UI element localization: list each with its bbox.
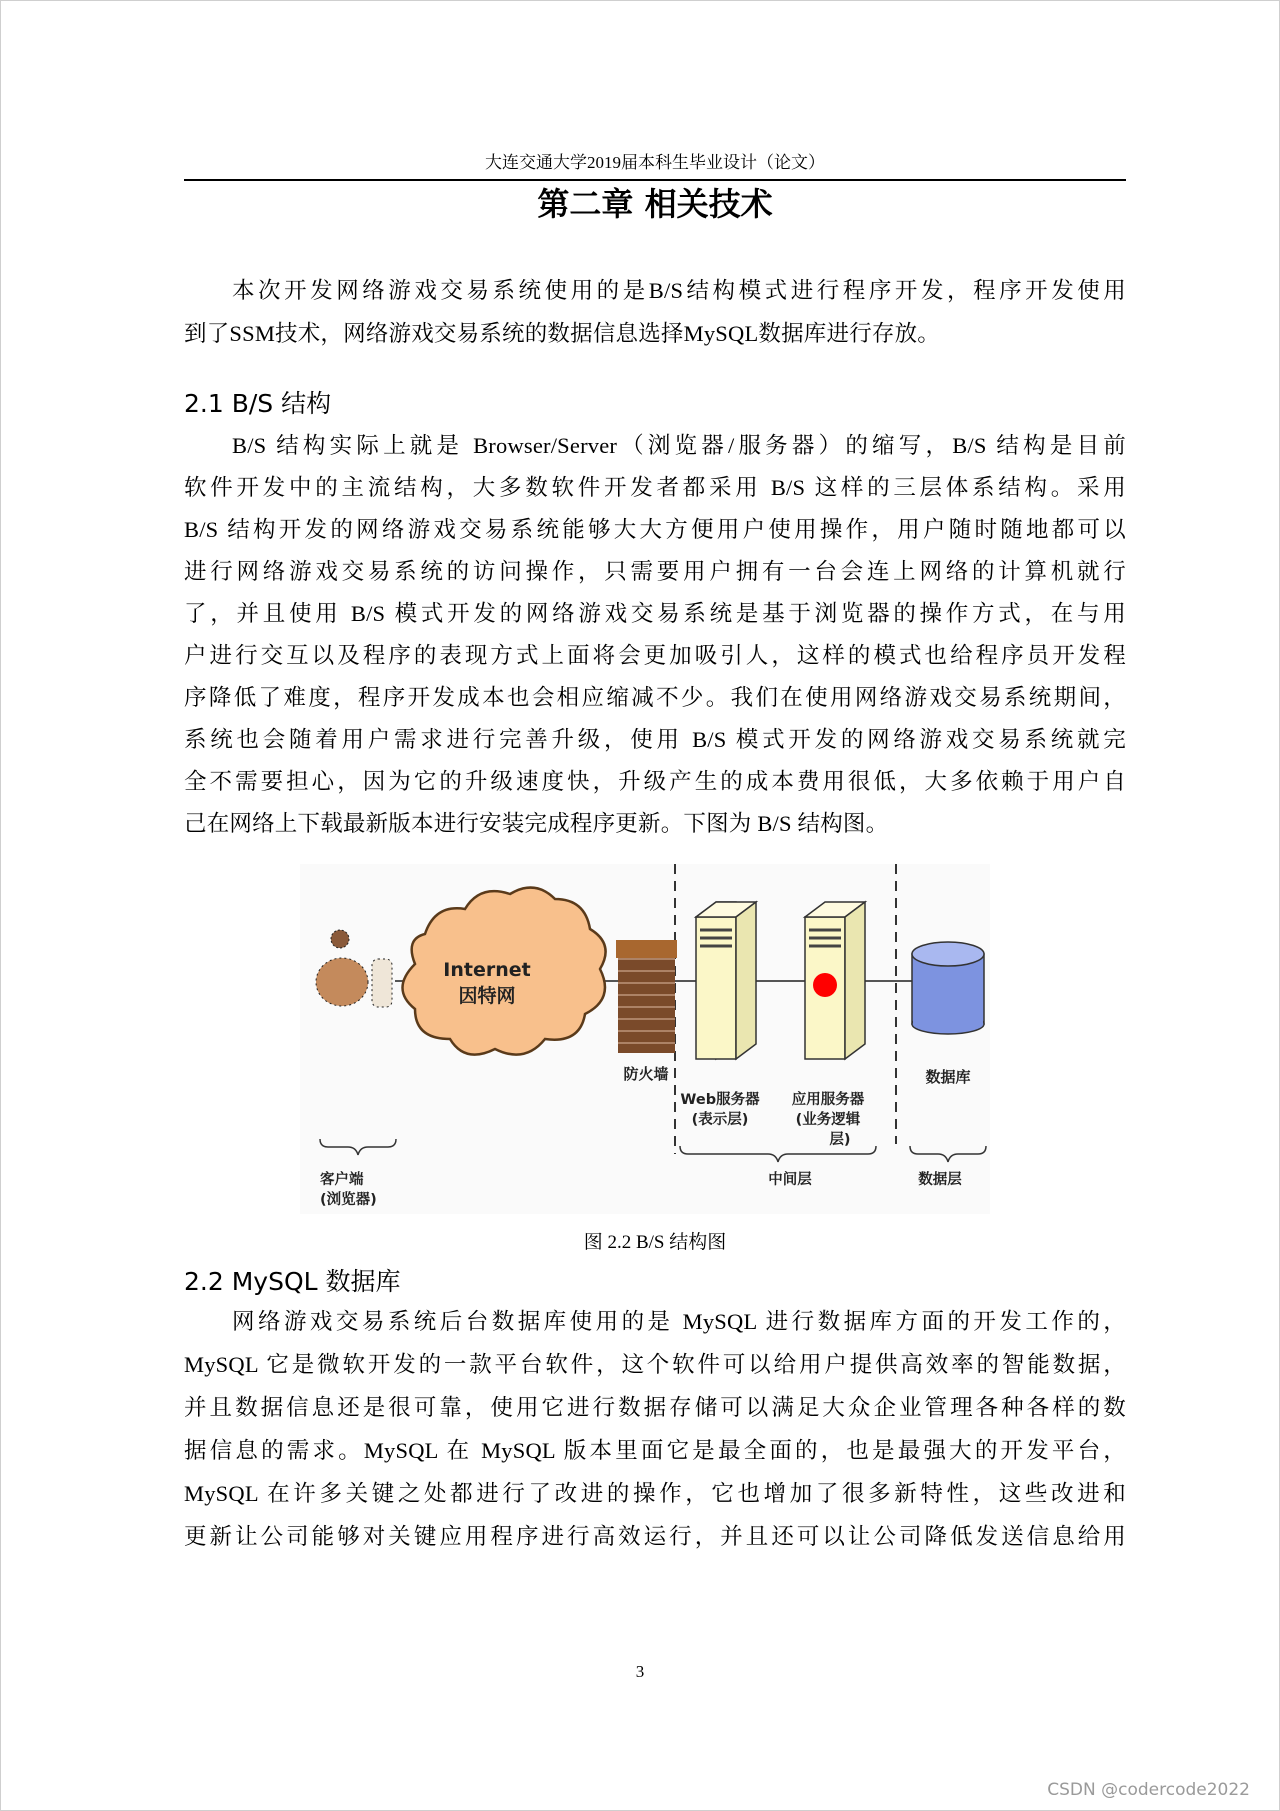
body-line: MySQL 在许多关键之处都进行了改进的操作，它也增加了很多新特性，这些改进和: [184, 1481, 1126, 1506]
intro-line: 到了SSM技术，网络游戏交易系统的数据信息选择MySQL数据库进行存放。: [184, 321, 940, 346]
client-user-icon: [316, 930, 392, 1007]
running-header: 大连交通大学2019届本科生毕业设计（论文）: [485, 153, 825, 172]
section-heading-2-1: 2.1 B/S 结构: [184, 389, 332, 418]
header-rule: [184, 179, 1126, 181]
body-line: 己在网络上下载最新版本进行安装完成程序更新。下图为 B/S 结构图。: [184, 811, 889, 836]
svg-text:数据库: 数据库: [925, 1068, 971, 1086]
watermark: CSDN @codercode2022: [1047, 1780, 1250, 1800]
body-line: 全不需要担心，因为它的升级速度快，升级产生的成本费用很低，大多依赖于用户自: [184, 769, 1126, 794]
web-server-icon: [696, 902, 756, 1059]
firewall-icon: [616, 940, 677, 1083]
body-line: 进行网络游戏交易系统的访问操作，只需要用户拥有一台会连上网络的计算机就行: [184, 559, 1126, 584]
body-line: 网络游戏交易系统后台数据库使用的是 MySQL 进行数据库方面的开发工作的，: [232, 1309, 1126, 1334]
body-line: 并且数据信息还是很可靠，使用它进行数据存储可以满足大众企业管理各种各样的数: [184, 1395, 1126, 1420]
body-line: 软件开发中的主流结构，大多数软件开发者都采用 B/S 这样的三层体系结构。采用: [184, 475, 1126, 500]
svg-text:(浏览器): (浏览器): [320, 1192, 377, 1208]
svg-text:(业务逻辑: (业务逻辑: [795, 1112, 861, 1128]
body-line: 序降低了难度，程序开发成本也会相应缩减不少。我们在使用网络游戏交易系统期间，: [184, 685, 1126, 710]
svg-text:Internet: Internet: [443, 959, 531, 981]
bs-architecture-diagram: [300, 864, 990, 1214]
figure-caption: 图 2.2 B/S 结构图: [583, 1232, 727, 1253]
svg-text:防火墙: 防火墙: [623, 1065, 669, 1083]
database-icon: [912, 942, 984, 1034]
body-line: MySQL 它是微软开发的一款平台软件，这个软件可以给用户提供高效率的智能数据，: [184, 1352, 1126, 1377]
body-line: B/S 结构实际上就是 Browser/Server（浏览器/服务器）的缩写，B/S 结构是目前: [232, 433, 1126, 458]
app-server-icon: [805, 902, 865, 1059]
body-line: 更新让公司能够对关键应用程序进行高效运行，并且还可以让公司降低发送信息给用: [184, 1524, 1126, 1549]
page-number: 3: [635, 1662, 645, 1681]
svg-text:层): 层): [829, 1132, 851, 1148]
svg-text:客户端: 客户端: [320, 1172, 364, 1188]
body-line: B/S 结构开发的网络游戏交易系统能够大大方便用户使用操作，用户随时随地都可以: [184, 517, 1126, 542]
svg-text:Web服务器: Web服务器: [680, 1092, 760, 1108]
chapter-title: 第二章 相关技术: [537, 185, 773, 223]
section-heading-2-2: 2.2 MySQL 数据库: [184, 1267, 401, 1296]
internet-cloud-icon: [403, 888, 606, 1055]
body-line: 户进行交互以及程序的表现方式上面将会更加吸引人，这样的模式也给程序员开发程: [184, 643, 1126, 668]
svg-text:数据层: 数据层: [918, 1172, 962, 1188]
svg-text:(表示层): (表示层): [691, 1112, 749, 1128]
svg-text:因特网: 因特网: [458, 985, 516, 1007]
body-line: 据信息的需求。MySQL 在 MySQL 版本里面它是最全面的，也是最强大的开发平台，: [184, 1438, 1126, 1463]
svg-text:应用服务器: 应用服务器: [791, 1092, 865, 1108]
svg-text:中间层: 中间层: [768, 1172, 812, 1188]
body-line: 系统也会随着用户需求进行完善升级，使用 B/S 模式开发的网络游戏交易系统就完: [184, 727, 1126, 752]
intro-line: 本次开发网络游戏交易系统使用的是B/S结构模式进行程序开发，程序开发使用: [232, 278, 1126, 303]
body-line: 了，并且使用 B/S 模式开发的网络游戏交易系统是基于浏览器的操作方式，在与用: [184, 601, 1126, 626]
